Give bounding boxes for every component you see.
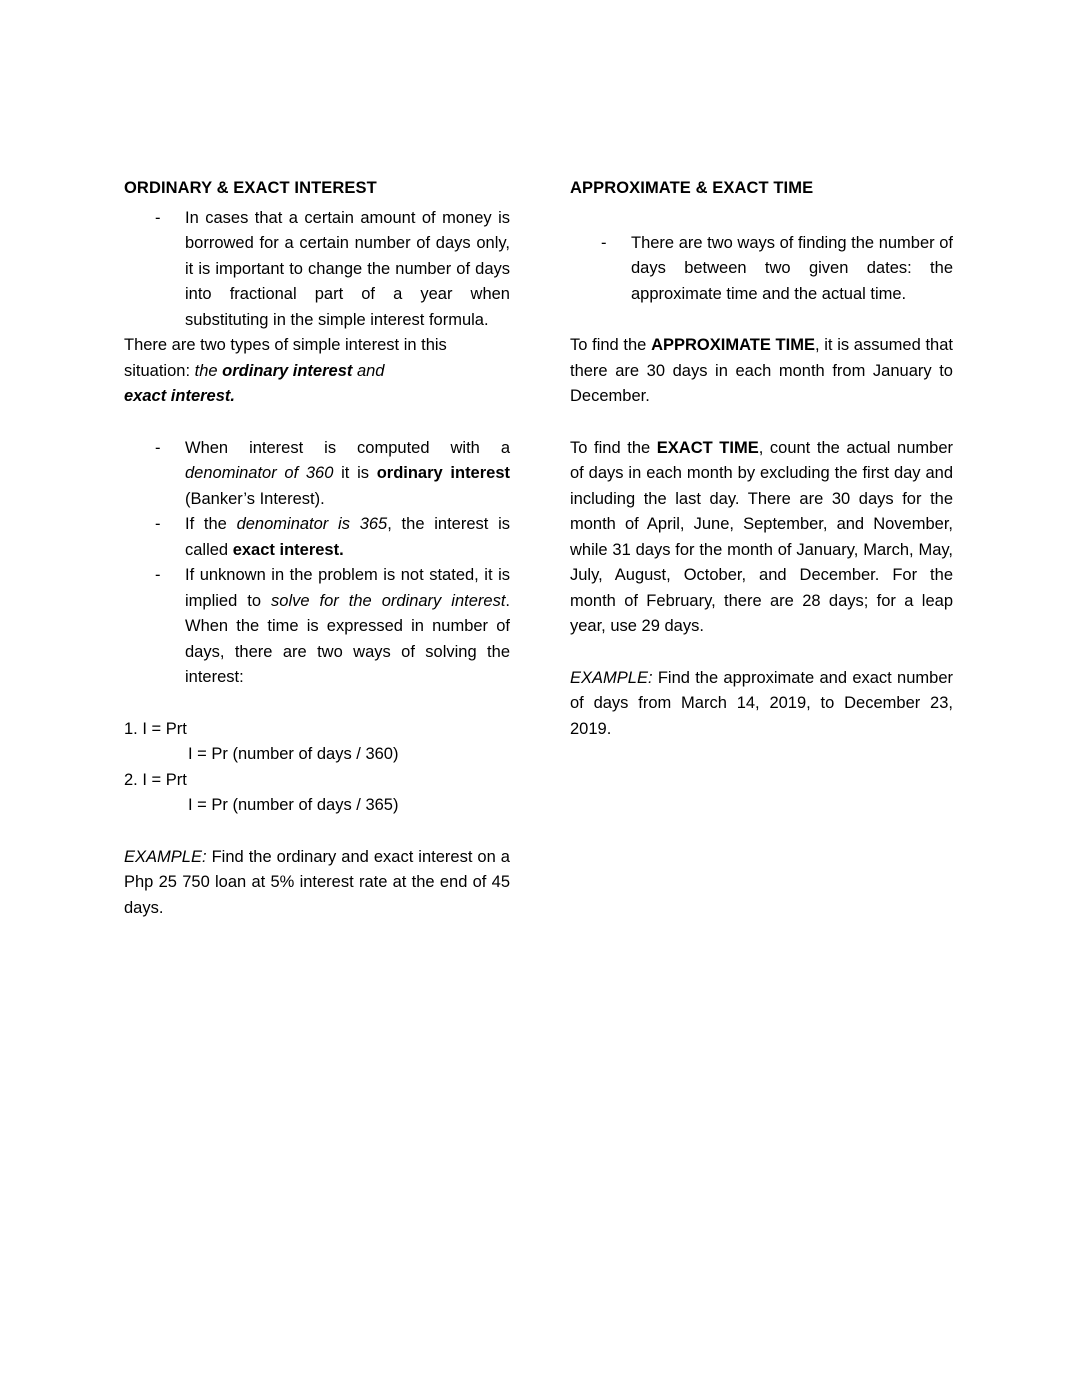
spacer bbox=[124, 819, 510, 845]
bullet-dash-icon: - bbox=[155, 208, 161, 227]
formula-list bbox=[124, 717, 510, 819]
spacer bbox=[570, 410, 953, 436]
bullet-2-plain-2: . When the time is expressed in number of days, there are two ways of solving the interest: bbox=[185, 591, 510, 686]
example-text: Find the ordinary and exact interest on a Php 25 750 loan at 5% interest rate at the end of 45 days. bbox=[124, 847, 510, 917]
intro-italic-and: and bbox=[352, 361, 385, 380]
bullet-2-italic-solve-for-ordinary-interest: solve for the ordinary interest bbox=[271, 591, 506, 610]
formula-label-2: 2. I = Prt bbox=[124, 770, 187, 789]
example-label: EXAMPLE: bbox=[124, 847, 207, 866]
formula-expression-2: I = Pr (number of days / 365) bbox=[188, 796, 399, 814]
exact-plain-1: To find the bbox=[570, 438, 657, 457]
intro-italic-the: the bbox=[194, 361, 223, 380]
spacer bbox=[124, 691, 510, 717]
list-item bbox=[124, 436, 510, 513]
bullet-0-italic-denominator-360: denominator of 360 bbox=[185, 464, 334, 482]
list-item-text: In cases that a certain amount of money is borrowed for a certain number of days only, it is important to change the number of days into fractional part of a year when substituting in the simple interest formula. bbox=[185, 208, 510, 329]
bullet-0-plain-2: it is bbox=[333, 464, 377, 482]
spacer bbox=[124, 410, 510, 436]
bullet-2-plain-1: If unknown in the problem is not stated, it is implied to bbox=[185, 566, 510, 610]
bullet-0-bold-ordinary-interest: ordinary interest bbox=[376, 464, 511, 482]
spacer bbox=[570, 307, 953, 333]
intro-bold-italic-ordinary-interest: ordinary interest bbox=[222, 361, 353, 380]
intro-text-part-1: There are two types of simple interest in this situation: bbox=[124, 336, 447, 380]
formula-label-1: 1. I = Prt bbox=[124, 719, 187, 738]
exact-time-bold-label: EXACT TIME bbox=[656, 438, 759, 457]
left-column bbox=[124, 176, 510, 921]
left-intro-bullet-list bbox=[124, 206, 510, 334]
list-item-text bbox=[185, 563, 510, 691]
bullet-0-plain-3: (Banker’s Interest). bbox=[185, 489, 325, 508]
exact-plain-2: , count the actual number of days in each month by excluding the first day and including the last day. There are 30 days for the month of April, June, September, and November, while 31 days for the month of January, March, May, July, August, October, and December. For the month of February, there are 28 days; for a leap year, use 29 days. bbox=[570, 438, 953, 635]
exact-time-paragraph bbox=[570, 436, 953, 640]
right-column bbox=[570, 176, 953, 742]
approximate-plain-2: , it is assumed that there are 30 days in each month from January to December. bbox=[570, 336, 953, 405]
bullet-0-plain-1: When interest is computed with a bbox=[185, 438, 510, 457]
bullet-1-plain-2: , the interest is called bbox=[185, 515, 510, 559]
intro-bold-italic-exact-interest: exact interest. bbox=[124, 387, 235, 405]
left-definition-bullet-list bbox=[124, 436, 510, 691]
list-item-text: There are two ways of finding the number of days between two given dates: the approximate time and the actual time. bbox=[631, 233, 953, 303]
list-item bbox=[124, 206, 510, 334]
example-text: Find the approximate and exact number of days from March 14, 2019, to December 23, 2019. bbox=[570, 668, 953, 738]
list-item bbox=[124, 512, 510, 563]
bullet-dash-icon: - bbox=[155, 438, 161, 457]
left-example-paragraph bbox=[124, 845, 510, 922]
list-item bbox=[570, 231, 953, 308]
spacer bbox=[570, 206, 953, 231]
formula-expression-1: I = Pr (number of days / 360) bbox=[188, 745, 399, 763]
approximate-time-bold-label: APPROXIMATE TIME bbox=[651, 336, 815, 354]
left-intro-paragraph bbox=[124, 333, 510, 410]
list-item bbox=[124, 563, 510, 691]
bullet-1-italic-denominator-365: denominator is 365 bbox=[236, 515, 388, 533]
bullet-dash-icon: - bbox=[155, 515, 161, 533]
list-item-text bbox=[185, 512, 510, 563]
example-label: EXAMPLE: bbox=[570, 668, 653, 687]
right-example-paragraph bbox=[570, 666, 953, 743]
bullet-1-plain-1: If the bbox=[185, 515, 237, 533]
bullet-dash-icon: - bbox=[601, 233, 607, 252]
left-column-heading: ORDINARY & EXACT INTEREST bbox=[124, 179, 377, 197]
right-column-heading: APPROXIMATE & EXACT TIME bbox=[570, 179, 814, 197]
approximate-time-paragraph bbox=[570, 333, 953, 410]
right-intro-bullet-list bbox=[570, 231, 953, 308]
bullet-1-bold-exact-interest: exact interest. bbox=[232, 540, 344, 559]
bullet-dash-icon: - bbox=[155, 566, 161, 584]
spacer bbox=[570, 640, 953, 666]
approximate-plain-1: To find the bbox=[570, 336, 652, 354]
list-item-text bbox=[185, 436, 510, 513]
